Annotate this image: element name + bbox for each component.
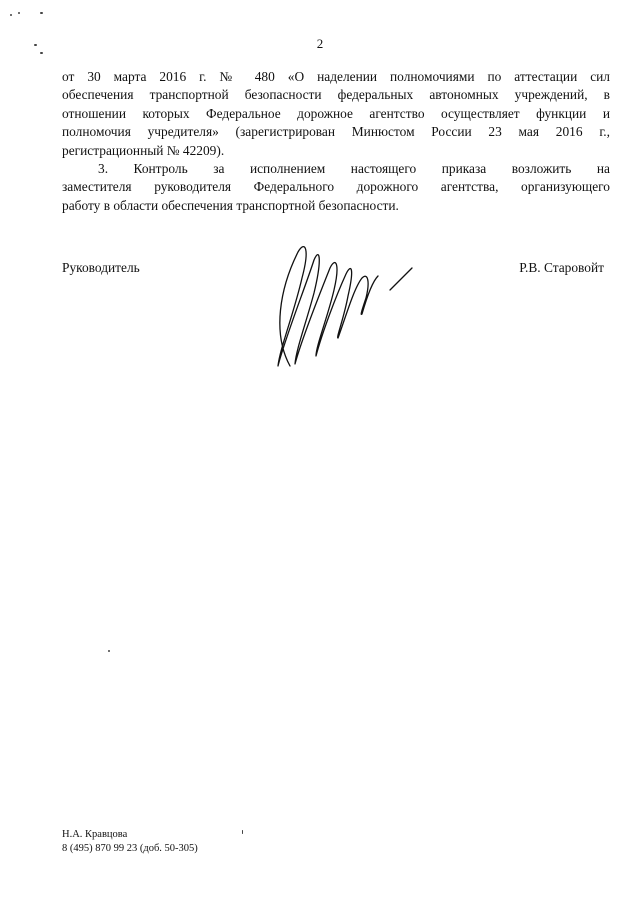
scan-speck [40,12,43,14]
body-line: от 30 марта 2016 г. № 480 «О наделении полномочиями по аттестации сил [62,69,610,84]
handwritten-signature [250,238,430,378]
executor-name: Н.А. Кравцова [62,829,128,840]
scan-speck [108,650,110,652]
executor-info [62,828,198,856]
scan-speck [18,12,20,14]
scan-speck [40,52,43,54]
executor-phone: 8 (495) 870 99 23 (доб. 50-305) [62,843,198,854]
body-line: заместителя руководителя Федерального дорожного агентства, организующего [62,179,610,195]
body-line: 3. Контроль за исполнением настоящего приказа возложить на [98,160,610,176]
signatory-title: Руководитель [62,260,140,275]
body-text [62,68,610,215]
signatory-name: Р.В. Старовойт [519,260,604,275]
body-line: полномочия учредителя» (зарегистрирован Минюстом России 23 мая 2016 г., [62,124,610,140]
scan-speck [34,44,37,46]
body-line: регистрационный № 42209). [62,142,225,158]
body-line: обеспечения транспортной безопасности федеральных автономных учреждений, в [62,87,610,103]
page-number: 2 [316,36,324,51]
scan-speck [242,830,243,834]
scan-speck [10,14,12,16]
body-line: отношении которых Федеральное дорожное агентство осуществляет функции и [62,105,610,121]
body-line: работу в области обеспечения транспортной безопасности. [62,197,399,213]
